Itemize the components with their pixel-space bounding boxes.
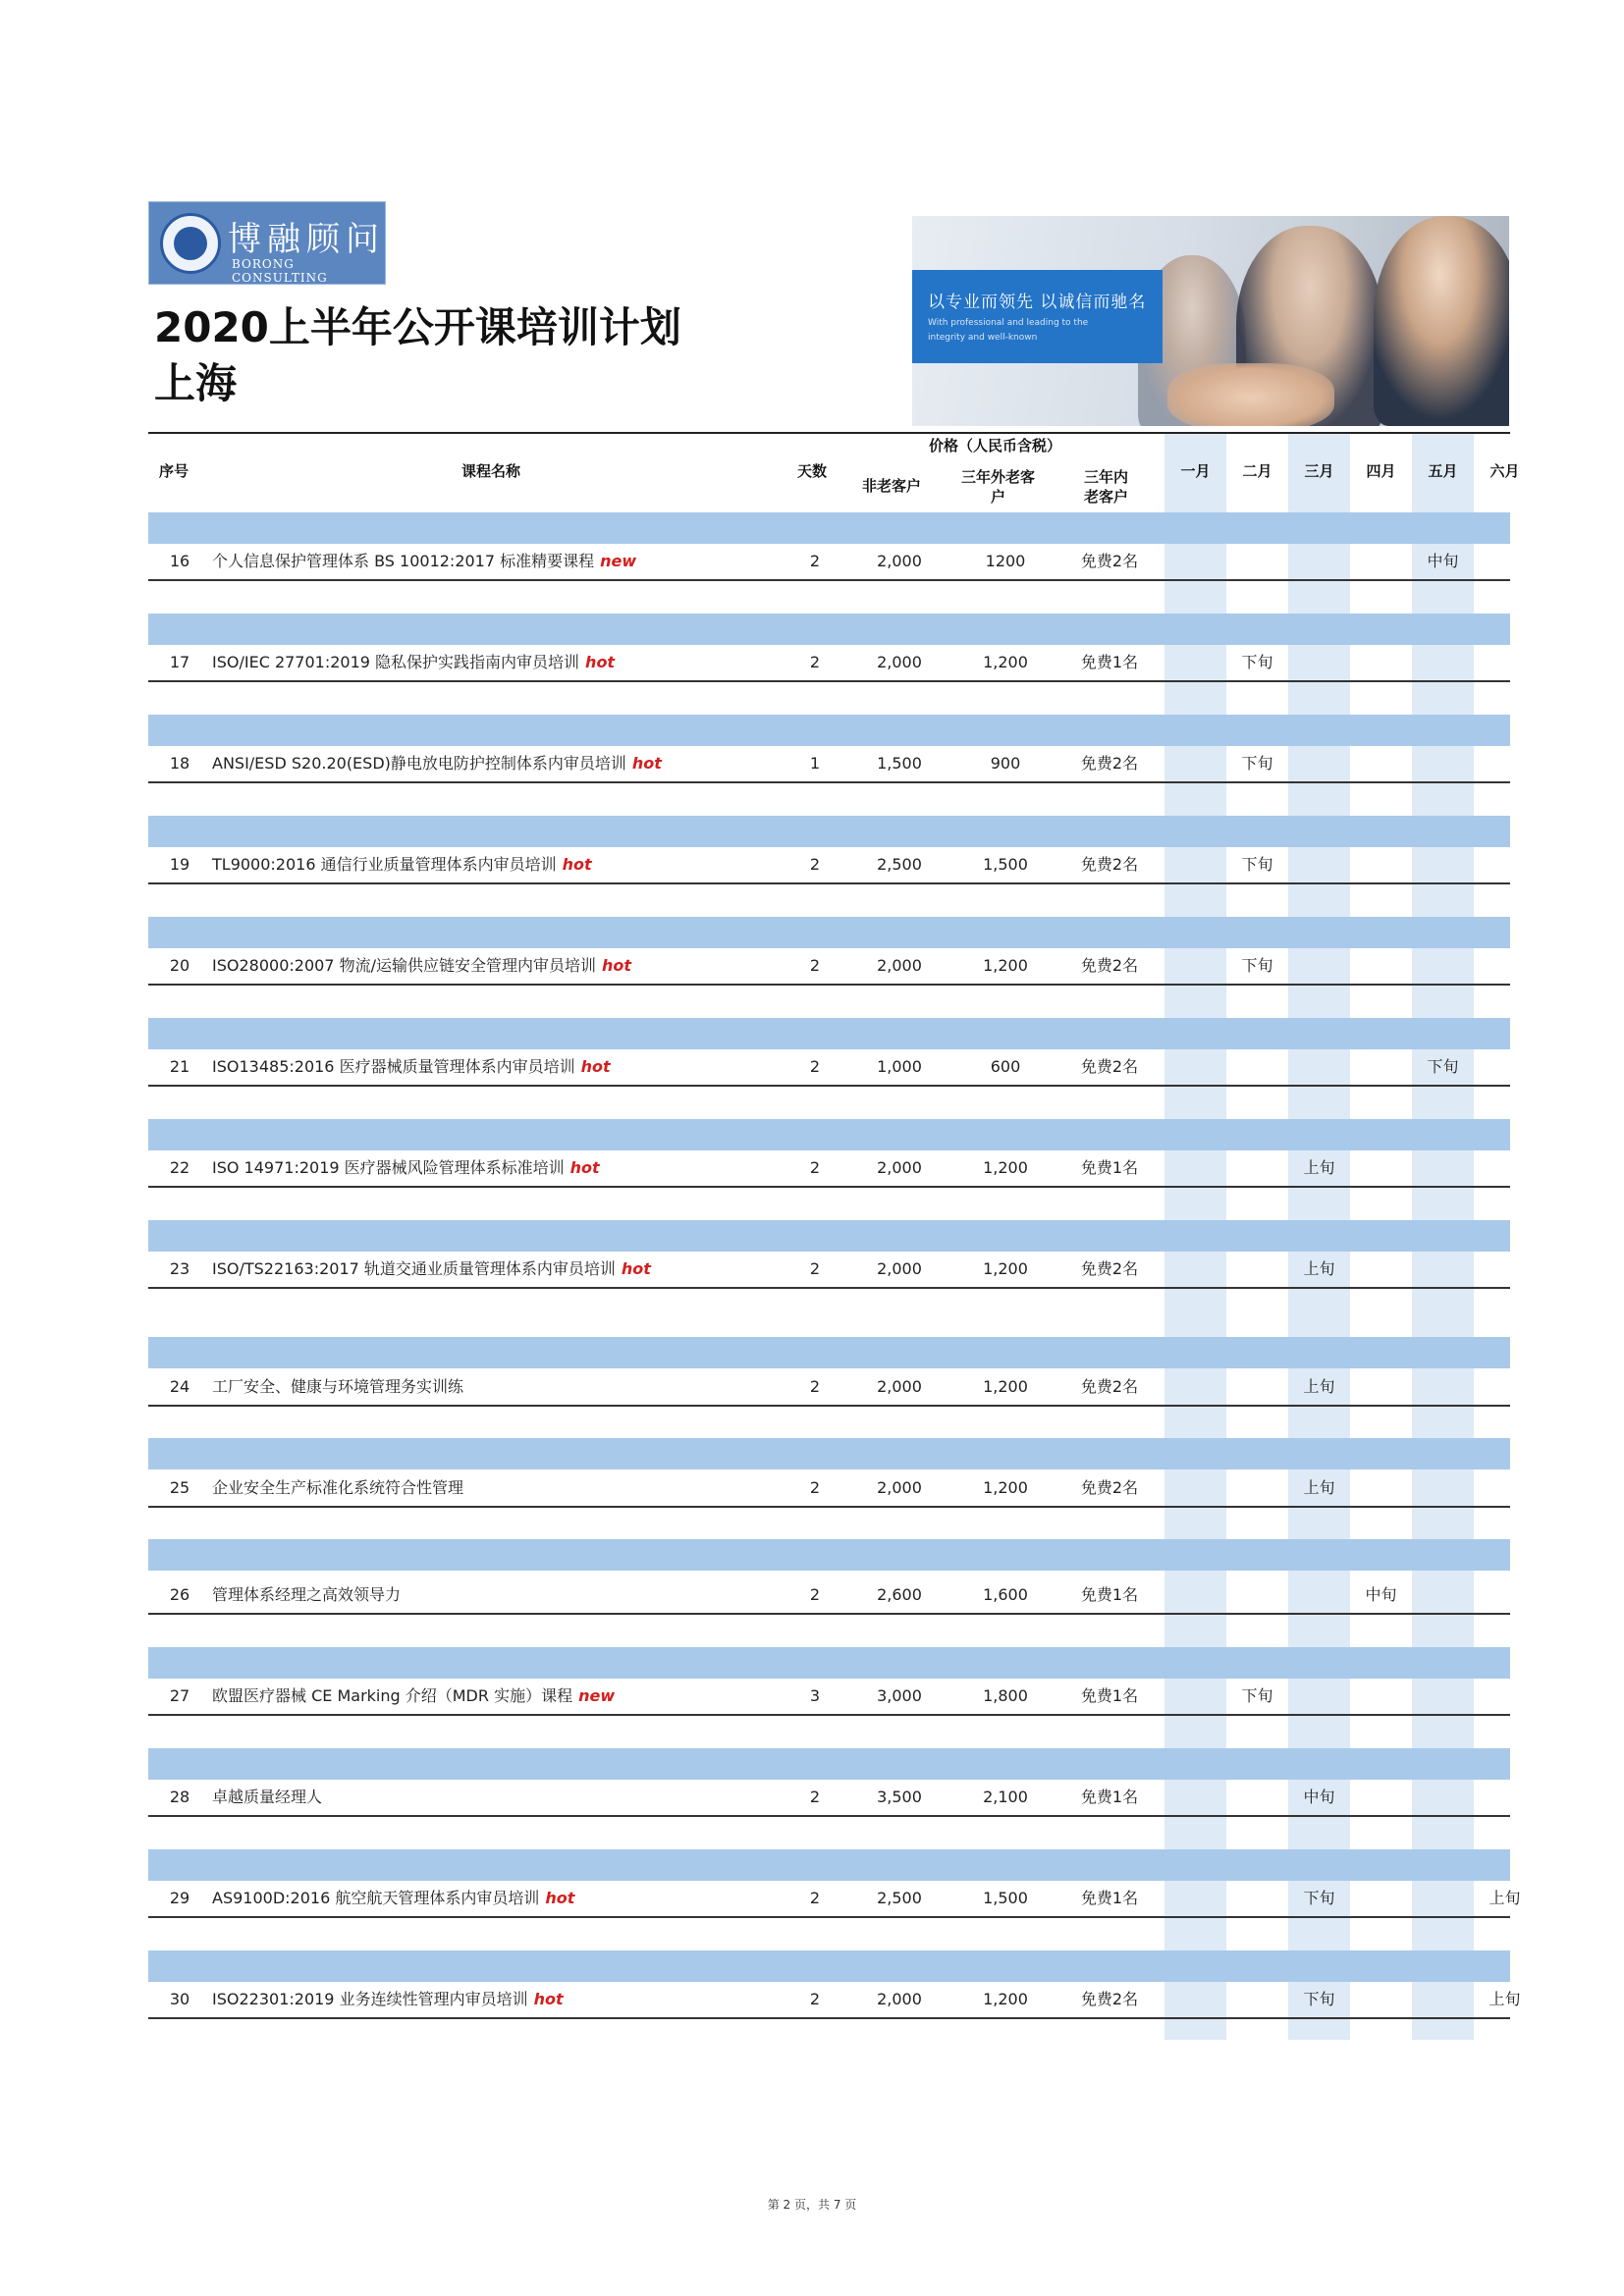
- header-banner-image: [912, 216, 1509, 426]
- row-number: 17: [169, 653, 190, 671]
- price-old-outside: 1,200: [983, 956, 1028, 975]
- course-name: 管理体系经理之高效领导力: [212, 1585, 402, 1604]
- logo-brand-cn: 博融顾问: [228, 220, 385, 259]
- schedule-month-2: 下旬: [1241, 855, 1273, 874]
- schedule-month-5: 中旬: [1427, 552, 1459, 570]
- price-old-within: 免费2名: [1080, 754, 1139, 773]
- course-name: 欧盟医疗器械 CE Marking 介绍（MDR 实施）课程 new: [212, 1686, 616, 1705]
- price-new-client: 2,000: [877, 1478, 922, 1497]
- course-tag-new: new: [600, 552, 637, 570]
- course-tag-hot: hot: [601, 956, 631, 975]
- schedule-month-3: 下旬: [1303, 1889, 1335, 1907]
- course-tag-hot: hot: [580, 1057, 611, 1076]
- price-old-within: 免费2名: [1080, 956, 1139, 975]
- course-name: ANSI/ESD S20.20(ESD)静电放电防护控制体系内审员培训 hot: [212, 754, 662, 773]
- row-separator-band: [148, 816, 1510, 847]
- course-name: TL9000:2016 通信行业质量管理体系内审员培训 hot: [212, 855, 592, 874]
- schedule-month-6: 上旬: [1489, 1990, 1521, 2008]
- course-name: ISO/IEC 27701:2019 隐私保护实践指南内审员培训 hot: [212, 653, 616, 671]
- header-month-3: 三月: [1304, 462, 1334, 480]
- price-old-within: 免费2名: [1080, 1377, 1139, 1396]
- schedule-month-5: 下旬: [1427, 1057, 1459, 1076]
- row-rule: [148, 1287, 1510, 1289]
- row-number: 23: [169, 1259, 190, 1278]
- course-days: 2: [809, 956, 821, 975]
- course-name: AS9100D:2016 航空航天管理体系内审员培训 hot: [212, 1889, 575, 1907]
- price-new-client: 2,000: [877, 653, 922, 671]
- price-old-within: 免费1名: [1080, 653, 1139, 671]
- banner-slogan-en: With professional and leading to the integrity and well-known: [928, 318, 1089, 343]
- course-name: ISO13485:2016 医疗器械质量管理体系内审员培训 hot: [212, 1057, 611, 1076]
- page-title: 2020上半年公开课培训计划: [154, 303, 681, 351]
- company-logo: [148, 201, 386, 285]
- row-number: 24: [169, 1377, 190, 1396]
- price-old-outside: 1,200: [983, 1990, 1028, 2008]
- price-old-within: 免费1名: [1080, 1158, 1139, 1177]
- price-old-within: 免费2名: [1080, 1259, 1139, 1278]
- row-rule: [148, 680, 1510, 682]
- course-days: 2: [809, 1788, 821, 1806]
- course-name: ISO22301:2019 业务连续性管理内审员培训 hot: [212, 1990, 564, 2008]
- row-rule: [148, 2017, 1510, 2019]
- banner-slogan-box: [912, 270, 1163, 363]
- row-rule: [148, 1916, 1510, 1918]
- row-rule: [148, 1613, 1510, 1615]
- header-month-6: 六月: [1489, 462, 1520, 480]
- course-days: 2: [809, 1478, 821, 1497]
- price-old-within: 免费1名: [1080, 1889, 1139, 1907]
- row-separator-band: [148, 1220, 1510, 1252]
- header-no: 序号: [159, 462, 189, 480]
- price-old-within: 免费2名: [1080, 1057, 1139, 1076]
- schedule-month-3: 上旬: [1303, 1158, 1335, 1177]
- price-new-client: 1,000: [877, 1057, 922, 1076]
- course-name: ISO 14971:2019 医疗器械风险管理体系标准培训 hot: [212, 1158, 600, 1177]
- price-old-within: 免费2名: [1080, 855, 1139, 874]
- price-old-outside: 1,200: [983, 1259, 1028, 1278]
- row-separator-band: [148, 1748, 1510, 1780]
- row-rule: [148, 1085, 1510, 1087]
- price-new-client: 2,000: [877, 552, 922, 570]
- price-new-client: 2,600: [877, 1585, 922, 1604]
- row-number: 30: [169, 1990, 190, 2008]
- price-new-client: 2,000: [877, 956, 922, 975]
- row-separator-band: [148, 1647, 1510, 1679]
- price-old-outside: 1,600: [983, 1585, 1028, 1604]
- course-days: 2: [809, 855, 821, 874]
- price-old-within: 免费1名: [1080, 1686, 1139, 1705]
- price-new-client: 3,000: [877, 1686, 922, 1705]
- schedule-month-2: 下旬: [1241, 956, 1273, 975]
- row-number: 25: [169, 1478, 190, 1497]
- header-price-old-outside: 三年外老客 户: [961, 468, 1036, 506]
- schedule-month-3: 上旬: [1303, 1478, 1335, 1497]
- price-old-outside: 1,500: [983, 855, 1028, 874]
- price-old-within: 免费1名: [1080, 1788, 1139, 1806]
- schedule-month-3: 上旬: [1303, 1259, 1335, 1278]
- course-tag-hot: hot: [533, 1990, 564, 2008]
- row-number: 22: [169, 1158, 190, 1177]
- row-number: 27: [169, 1686, 190, 1705]
- course-days: 2: [809, 1158, 821, 1177]
- price-old-within: 免费1名: [1080, 1585, 1139, 1604]
- row-separator-band: [148, 512, 1510, 544]
- row-separator-band: [148, 1539, 1510, 1571]
- header-course-name: 课程名称: [461, 462, 521, 480]
- price-new-client: 2,000: [877, 1377, 922, 1396]
- row-number: 29: [169, 1889, 190, 1907]
- price-old-outside: 1,500: [983, 1889, 1028, 1907]
- course-tag-hot: hot: [569, 1158, 600, 1177]
- course-days: 2: [809, 1990, 821, 2008]
- page-footer: 第 2 页，共 7 页: [767, 2198, 857, 2212]
- row-number: 18: [169, 754, 190, 773]
- price-new-client: 2,000: [877, 1158, 922, 1177]
- course-days: 3: [809, 1686, 821, 1705]
- row-separator-band: [148, 1950, 1510, 1982]
- row-rule: [148, 1186, 1510, 1188]
- row-separator-band: [148, 1337, 1510, 1368]
- course-days: 2: [809, 1259, 821, 1278]
- price-old-outside: 2,100: [983, 1788, 1028, 1806]
- row-rule: [148, 984, 1510, 986]
- price-new-client: 2,000: [877, 1259, 922, 1278]
- course-days: 1: [809, 754, 821, 773]
- schedule-month-2: 下旬: [1241, 1686, 1273, 1705]
- row-rule: [148, 882, 1510, 884]
- header-price-new-client: 非老客户: [862, 477, 922, 495]
- header-month-2: 二月: [1242, 462, 1272, 480]
- row-rule: [148, 579, 1510, 581]
- course-name: ISO/TS22163:2017 轨道交通业质量管理体系内审员培训 hot: [212, 1259, 651, 1278]
- header-month-4: 四月: [1366, 462, 1396, 480]
- header-price-group: 价格（人民币含税）: [929, 437, 1062, 454]
- schedule-month-3: 中旬: [1303, 1788, 1335, 1806]
- schedule-month-4: 中旬: [1365, 1585, 1397, 1604]
- row-separator-band: [148, 614, 1510, 645]
- row-rule: [148, 1506, 1510, 1508]
- header-month-1: 一月: [1180, 462, 1211, 480]
- row-separator-band: [148, 1849, 1510, 1881]
- row-rule: [148, 1815, 1510, 1817]
- row-number: 21: [169, 1057, 190, 1076]
- course-days: 2: [809, 1585, 821, 1604]
- price-old-outside: 1200: [985, 552, 1026, 570]
- price-old-outside: 1,800: [983, 1686, 1028, 1705]
- price-old-within: 免费2名: [1080, 1478, 1139, 1497]
- course-tag-hot: hot: [631, 754, 662, 773]
- logo-brand-en: BORONG CONSULTING: [232, 257, 328, 285]
- price-old-outside: 600: [990, 1057, 1021, 1076]
- row-rule: [148, 1405, 1510, 1407]
- schedule-month-2: 下旬: [1241, 754, 1273, 773]
- row-number: 26: [169, 1585, 190, 1604]
- course-days: 2: [809, 1057, 821, 1076]
- row-number: 20: [169, 956, 190, 975]
- price-new-client: 1,500: [877, 754, 922, 773]
- row-rule: [148, 781, 1510, 783]
- header-price-old-within: 三年内 老客户: [1084, 468, 1129, 506]
- row-separator-band: [148, 715, 1510, 746]
- course-days: 2: [809, 653, 821, 671]
- row-number: 19: [169, 855, 190, 874]
- row-separator-band: [148, 1119, 1510, 1150]
- price-new-client: 2,500: [877, 1889, 922, 1907]
- course-name: 卓越质量经理人: [212, 1788, 323, 1806]
- row-number: 16: [169, 552, 190, 570]
- header-month-5: 五月: [1428, 462, 1458, 480]
- course-tag-hot: hot: [621, 1259, 651, 1278]
- price-old-outside: 900: [990, 754, 1021, 773]
- row-number: 28: [169, 1788, 190, 1806]
- schedule-month-3: 上旬: [1303, 1377, 1335, 1396]
- course-name: 工厂安全、健康与环境管理务实训练: [212, 1377, 464, 1396]
- price-old-within: 免费2名: [1080, 1990, 1139, 2008]
- price-new-client: 3,500: [877, 1788, 922, 1806]
- course-days: 2: [809, 1889, 821, 1907]
- logo-seal-icon: [160, 213, 221, 274]
- course-days: 2: [809, 552, 821, 570]
- schedule-month-6: 上旬: [1489, 1889, 1521, 1907]
- course-name: 个人信息保护管理体系 BS 10012:2017 标准精要课程 new: [212, 552, 637, 570]
- schedule-month-2: 下旬: [1241, 653, 1273, 671]
- row-rule: [148, 1714, 1510, 1716]
- course-tag-hot: hot: [562, 855, 592, 874]
- schedule-month-3: 下旬: [1303, 1990, 1335, 2008]
- price-new-client: 2,500: [877, 855, 922, 874]
- row-separator-band: [148, 1018, 1510, 1049]
- price-old-within: 免费2名: [1080, 552, 1139, 570]
- price-old-outside: 1,200: [983, 1158, 1028, 1177]
- course-tag-hot: hot: [545, 1889, 575, 1907]
- price-new-client: 2,000: [877, 1990, 922, 2008]
- row-separator-band: [148, 1438, 1510, 1469]
- course-tag-hot: hot: [585, 653, 616, 671]
- header-days: 天数: [797, 462, 828, 480]
- banner-slogan-cn: 以专业而领先 以诚信而驰名: [928, 293, 1147, 312]
- price-old-outside: 1,200: [983, 653, 1028, 671]
- course-days: 2: [809, 1377, 821, 1396]
- price-old-outside: 1,200: [983, 1478, 1028, 1497]
- course-tag-new: new: [578, 1686, 616, 1705]
- page-subtitle-city: 上海: [154, 359, 238, 407]
- course-name: ISO28000:2007 物流/运输供应链安全管理内审员培训 hot: [212, 956, 631, 975]
- price-old-outside: 1,200: [983, 1377, 1028, 1396]
- row-separator-band: [148, 917, 1510, 948]
- course-name: 企业安全生产标准化系统符合性管理: [212, 1478, 464, 1497]
